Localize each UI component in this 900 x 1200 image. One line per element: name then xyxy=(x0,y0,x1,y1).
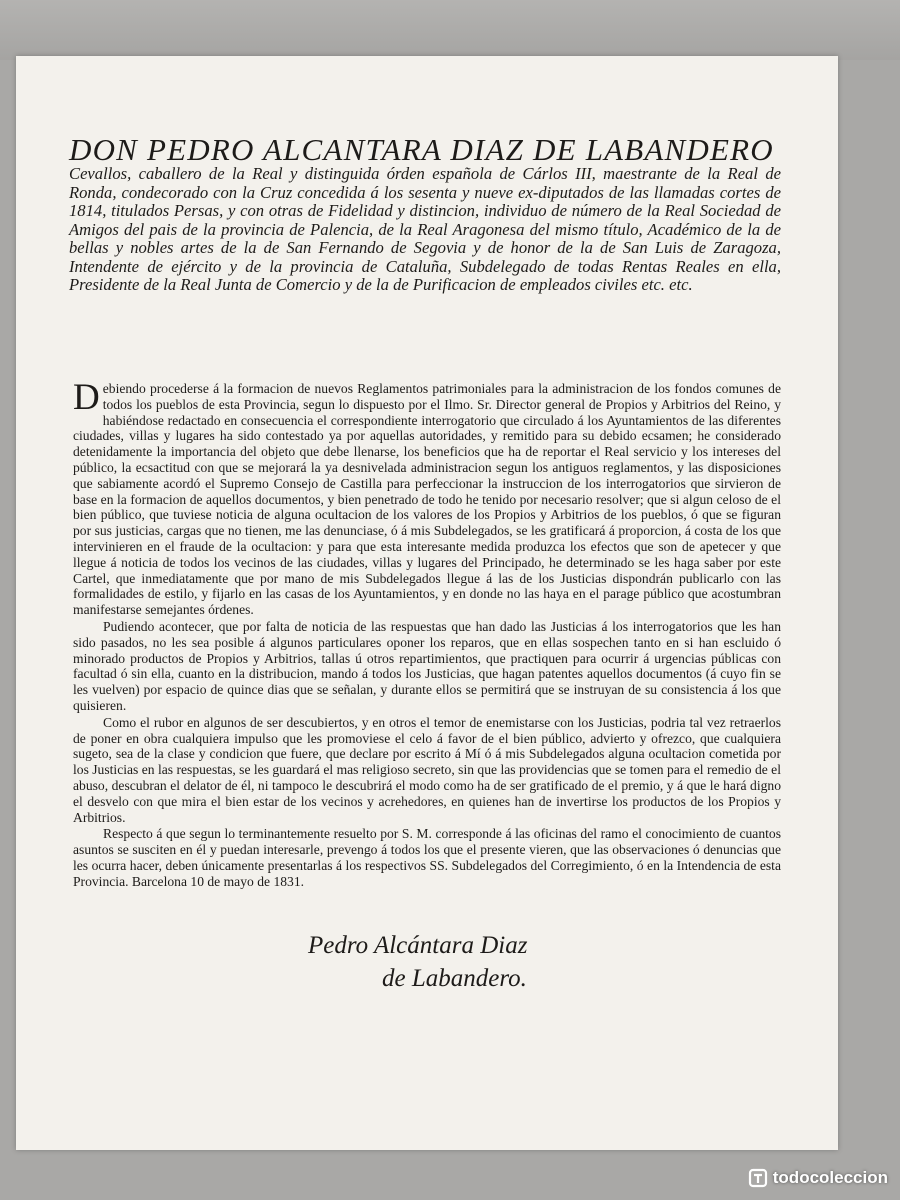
signature xyxy=(296,929,616,995)
paragraph-1-text: ebiendo procederse á la formacion de nuevos Reglamentos patrimoniales para la administracion de los fondos comunes de todos los pueblos de esta Provincia, segun lo dispuesto por el Ilmo. Sr. Director general de Propios y Arbitrios del Reino, y habiéndose redactado en consecuencia el correspondiente interrogatorio que circulado á los Ayuntamientos de las diferentes ciudades, villas y lugares ha sido contestado ya por aquellas autoridades, y remitido para su debido ecsamen; he considerado detenidamente la importancia del objeto que debe llenarse, los beneficios que ha de reportar el Real servicio y los intereses del público, la ecsactitud con que se mejorará la ya desnivelada administracion segun los antiguos reglamentos, y las disposiciones que sabiamente acordó el Supremo Consejo de Castilla para perfeccionar la instruccion de los interrogatorios que sirvieron de base en la formacion de aquellos documentos, y bien penetrado de todo he tenido por necesario resolver; que si algun celoso de el bien público, que tuviese noticia de alguna ocultacion de los valores de los Propios y Arbitrios de los pueblos, ó que se figuran por sus justicias, cargas que no tienen, me las denunciase, ó á mis Subdelegados, se les gratificará á proporcion, á costa de los que intervinieren en el fraude de la ocultacion: y para que esta interesante medida produzca los efectos que son de apetecer y que llegue á noticia de todos los vecinos de las ciudades, villas y lugares del Principado, he determinado se les haga saber por este Cartel, que inmediatamente que por mano de mis Subdelegados llegue á las de los Justicias dispondrán publicarlo con las formalidades de estilo, y fijarlo en las casas de los Ayuntamientos, y en donde no las haya en el parage público que acostumbran manifestarse semejantes órdenes. xyxy=(73,381,781,618)
backdrop xyxy=(0,0,900,60)
document-title: DON PEDRO ALCANTARA DIAZ DE LABANDERO xyxy=(69,132,774,167)
printed-poster xyxy=(16,56,838,1150)
title-continuation: Cevallos, caballero de la Real y distinguida órden española de Cárlos III, maestrante de la Real de Ronda, condecorado con la Cruz concedida á los sesenta y nueve ex-diputados de las llamadas cortes de 1814, titulados Persas, y con otras de Fidelidad y distincion, individuo de número de la Real Sociedad de Amigos del pais de la provincia de Palencia, de la Real Aragonesa del mismo título, Académico de la de bellas y nobles artes de la de San Fernando de Segovia y de honor de la de San Luis de Zaragoza, Intendente de ejército y de la provincia de Cataluña, Subdelegado de todas Rentas Reales en ella, Presidente de la Real Junta de Comercio y de la de Purificacion de empleados civiles etc. etc. xyxy=(69,164,781,294)
paragraph-3: Como el rubor en algunos de ser descubiertos, y en otros el temor de enemistarse con los Justicias, podria tal vez retraerlos de poner en obra cualquiera impulso que les promoviese el celo á favor de el bien público, advierto y ofrezco, que cualquiera sugeto, sea de la clase y condicion que fuere, que declare por escrito á Mí ó á mis Subdelegados alguna ocultacion cometida por los Justicias en las respuestas, se les guardará el mas religioso secreto, sin que las providencias que se tomen para el remedio de el abuso, descubran el delator de él, ni tampoco le descubrirá el modo como ha de ser gratificado de el premio, y á que le hará digno el desvelo con que mira el bien estar de los vecinos y acrehedores, en quienes han de invertirse los productos de los Propios y Arbitrios. xyxy=(73,714,781,825)
todocoleccion-logo-icon xyxy=(748,1168,768,1188)
paragraph-1 xyxy=(73,377,781,618)
signature-line-2: de Labandero. xyxy=(382,965,527,992)
drop-cap: D xyxy=(73,377,100,418)
document-heading xyxy=(69,133,781,295)
proclamation-body xyxy=(73,377,781,891)
paragraph-4: Respecto á que segun lo terminantemente resuelto por S. M. corresponde á las oficinas del ramo el conocimiento de cuantos asuntos se susciten en él y puedan interesarle, prevengo á todos los que el presente vieren, que las observaciones ó denuncias que les ocurra hacer, deben únicamente presentarlas á los respectivos SS. Subdelegados del Corregimiento, ó en la Intendencia de esta Provincia. Barcelona 10 de mayo de 1831. xyxy=(73,826,781,889)
watermark xyxy=(748,1168,888,1188)
paragraph-2: Pudiendo acontecer, que por falta de noticia de las respuestas que han dado las Justicias á los interrogatorios que les han sido pasados, no les sea posible á algunos particulares oponer los reparos, que en ellas sospechen tanto en si han escluido ó minorado productos de Propios y Arbitrios, tallas ú otros repartimientos, que practiquen para ocurrir á urgencias públicas con facultad ó sin ella, cuanto en la distribucion, mando á todos los Justicias, que hagan patentes aquellos documentos (á cuyo fin se les vuelven) por espacio de quince dias que se señalan, y durante ellos se permitirá que se instruyan de su consistencia á los que quisieren. xyxy=(73,618,781,713)
watermark-text: todocoleccion xyxy=(772,1168,888,1187)
signature-line-1: Pedro Alcántara Diaz xyxy=(308,932,528,959)
